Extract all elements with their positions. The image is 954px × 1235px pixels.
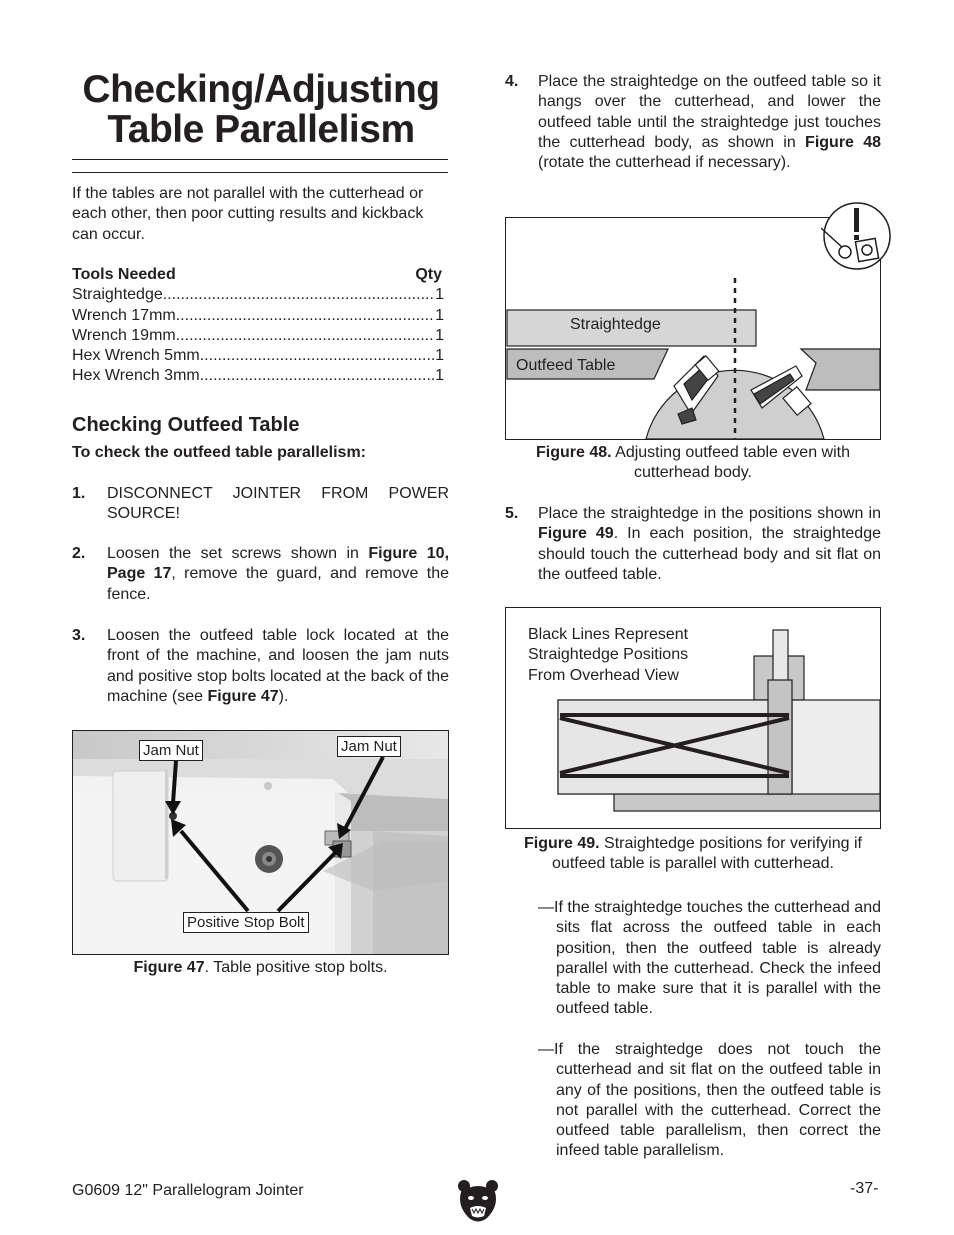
tools-header: Tools Needed Qty bbox=[72, 266, 442, 283]
figure-47-photo bbox=[72, 730, 449, 955]
label-jam-nut-left: Jam Nut bbox=[139, 740, 203, 761]
figure-48-caption: Figure 48. Adjusting outfeed table even with cutterhead body. bbox=[536, 444, 850, 482]
result-not-parallel: —If the straightedge does not touch the cutterhead and sit flat on the outfeed table in any of the positions, then the outfeed table is not parallel with the cutterhead. Correct the outfeed table parallelism, then correct the infeed table parallelism. bbox=[538, 1041, 881, 1160]
lower-table-edge bbox=[614, 793, 880, 811]
tools-table bbox=[72, 265, 444, 387]
tool-row: Wrench 17mm ..... 1 bbox=[72, 306, 444, 326]
label-straightedge: Straightedge bbox=[570, 316, 661, 333]
step-4: 4. Place the straightedge on the outfeed table so it hangs over the cutterhead, and lower the outfeed table until the straightedge just touches the cutterhead body, as shown in Figure 48 (rotate the cutterhead if necessary). bbox=[505, 73, 882, 172]
label-positive-stop-bolt: Positive Stop Bolt bbox=[183, 912, 309, 933]
title-rule-top bbox=[72, 159, 448, 160]
intro-paragraph: If the tables are not parallel with the cutterhead or each other, then poor cutting results and kickback can occur. bbox=[72, 185, 424, 243]
step-3: 3. Loosen the outfeed table lock located at the front of the machine, and loosen the jam nuts and positive stop bolts located at the back of the machine (see Figure 47). bbox=[72, 627, 449, 705]
page-number: -37- bbox=[850, 1180, 879, 1197]
section-lead: To check the outfeed table parallelism: bbox=[72, 444, 366, 461]
infeed-table bbox=[801, 349, 880, 390]
page-title: Checking/Adjusting Table Parallelism bbox=[82, 68, 440, 151]
tool-row: Straightedge ..... 1 bbox=[72, 285, 444, 305]
label-outfeed-table: Outfeed Table bbox=[516, 357, 616, 374]
title-rule-bottom bbox=[72, 172, 448, 173]
step-1: 1. DISCONNECT JOINTER FROM POWER SOURCE! bbox=[72, 485, 449, 523]
figure-49-caption: Figure 49. Straightedge positions for verifying if outfeed table is parallel with cutterhead. bbox=[524, 835, 862, 873]
label-jam-nut-right: Jam Nut bbox=[337, 736, 401, 757]
tool-row: Wrench 19mm ..... 1 bbox=[72, 326, 444, 346]
figure-47-caption: Figure 47. Table positive stop bolts. bbox=[133, 959, 388, 976]
footer-model: G0609 12" Parallelogram Jointer bbox=[72, 1182, 304, 1199]
figure-49-diagram bbox=[505, 607, 881, 829]
tool-row: Hex Wrench 5mm ..... 1 bbox=[72, 346, 444, 366]
step-2: 2. Loosen the set screws shown in Figure 10, Page 17, remove the guard, and remove the fence. bbox=[72, 545, 450, 603]
section-title: Checking Outfeed Table bbox=[72, 414, 300, 436]
tool-row: Hex Wrench 3mm ..... 1 bbox=[72, 366, 444, 386]
result-parallel: —If the straightedge touches the cutterhead and sits flat across the outfeed table in each position, then the outfeed table is already parallel with the cutterhead. Check the infeed table to make sure that it is parallel with the outfeed table. bbox=[538, 899, 881, 1018]
step-5: 5. Place the straightedge in the positions shown in Figure 49. In each position, the straightedge should touch the cutterhead body and sit flat on the outfeed table. bbox=[505, 505, 882, 583]
fence-post bbox=[773, 630, 788, 682]
warning-hand-icon bbox=[821, 200, 891, 270]
figure-49-note: Black Lines Represent Straightedge Positions From Overhead View bbox=[528, 626, 689, 684]
bear-head-icon bbox=[457, 1178, 499, 1224]
